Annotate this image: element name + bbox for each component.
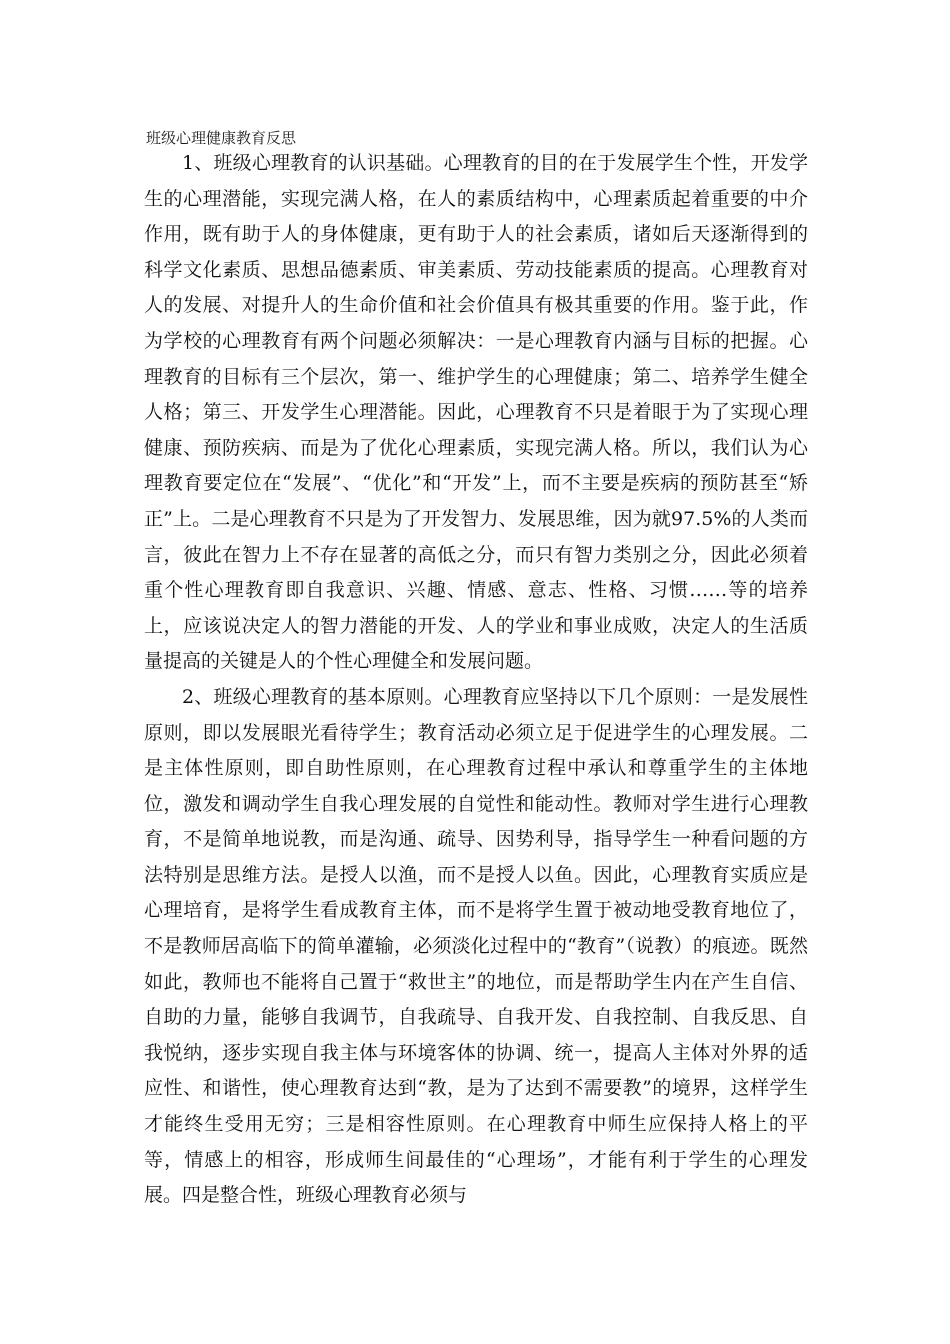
document-title: 班级心理健康教育反思 [146,129,297,147]
paragraph-cognitive-basis: 1、班级心理教育的认识基础。心理教育的目的在于发展学生个性，开发学生的心理潜能，实现完满人格，在人的素质结构中，心理素质起着重要的中介作用，既有助于人的身体健康，更有助于人的社会素质，诸如后天逐渐得到的科学文化素质、思想品德素质、审美素质、劳动技能素质的提高。心理教育对人的发展、对提升人的生命价值和社会价值具有极其重要的作用。鉴于此，作为学校的心理教育有两个问题必须解决：一是心理教育内涵与目标的把握。心理教育的目标有三个层次，第一、维护学生的心理健康；第二、培养学生健全人格；第三、开发学生心理潜能。因此，心理教育不只是着眼于为了实现心理健康、预防疾病、而是为了优化心理素质，实现完满人格。所以，我们认为心理教育要定位在“发展”、“优化”和“开发”上，而不主要是疾病的预防甚至“矫正”上。二是心理教育不只是为了开发智力、发展思维，因为就97.5%的人类而言，彼此在智力上不存在显著的高低之分，而只有智力类别之分，因此必须着重个性心理教育即自我意识、兴趣、情感、意志、性格、习惯……等的培养上，应该说决定人的智力潜能的开发、人的学业和事业成败，决定人的生活质量提高的关键是人的个性心理健全和发展问题。 [144,152,808,673]
paragraph-basic-principles: 2、班级心理教育的基本原则。心理教育应坚持以下几个原则：一是发展性原则，即以发展眼光看待学生；教育活动必须立足于促进学生的心理发展。二是主体性原则，即自助性原则，在心理教育过程中承认和尊重学生的主体地位，激发和调动学生自我心理发展的自觉性和能动性。教师对学生进行心理教育，不是简单地说教，而是沟通、疏导、因势利导，指导学生一种看问题的方法特别是思维方法。是授人以渔，而不是授人以鱼。因此，心理教育实质应是心理培育，是将学生看成教育主体，而不是将学生置于被动地受教育地位了，不是教师居高临下的简单灌输，必须淡化过程中的“教育”（说教）的痕迹。既然如此，教师也不能将自己置于“救世主”的地位，而是帮助学生内在产生自信、自助的力量，能够自我调节，自我疏导、自我开发、自我控制、自我反思、自我悦纳，逐步实现自我主体与环境客体的协调、统一，提高人主体对外界的适应性、和谐性，使心理教育达到“教，是为了达到不需要教”的境界，这样学生才能终生受用无穷；三是相容性原则。在心理教育中师生应保持人格上的平等，情感上的相容，形成师生间最佳的“心理场”，才能有利于学生的心理发展。四是整合性，班级心理教育必须与 [144,685,808,1207]
document-body [144,146,808,1214]
